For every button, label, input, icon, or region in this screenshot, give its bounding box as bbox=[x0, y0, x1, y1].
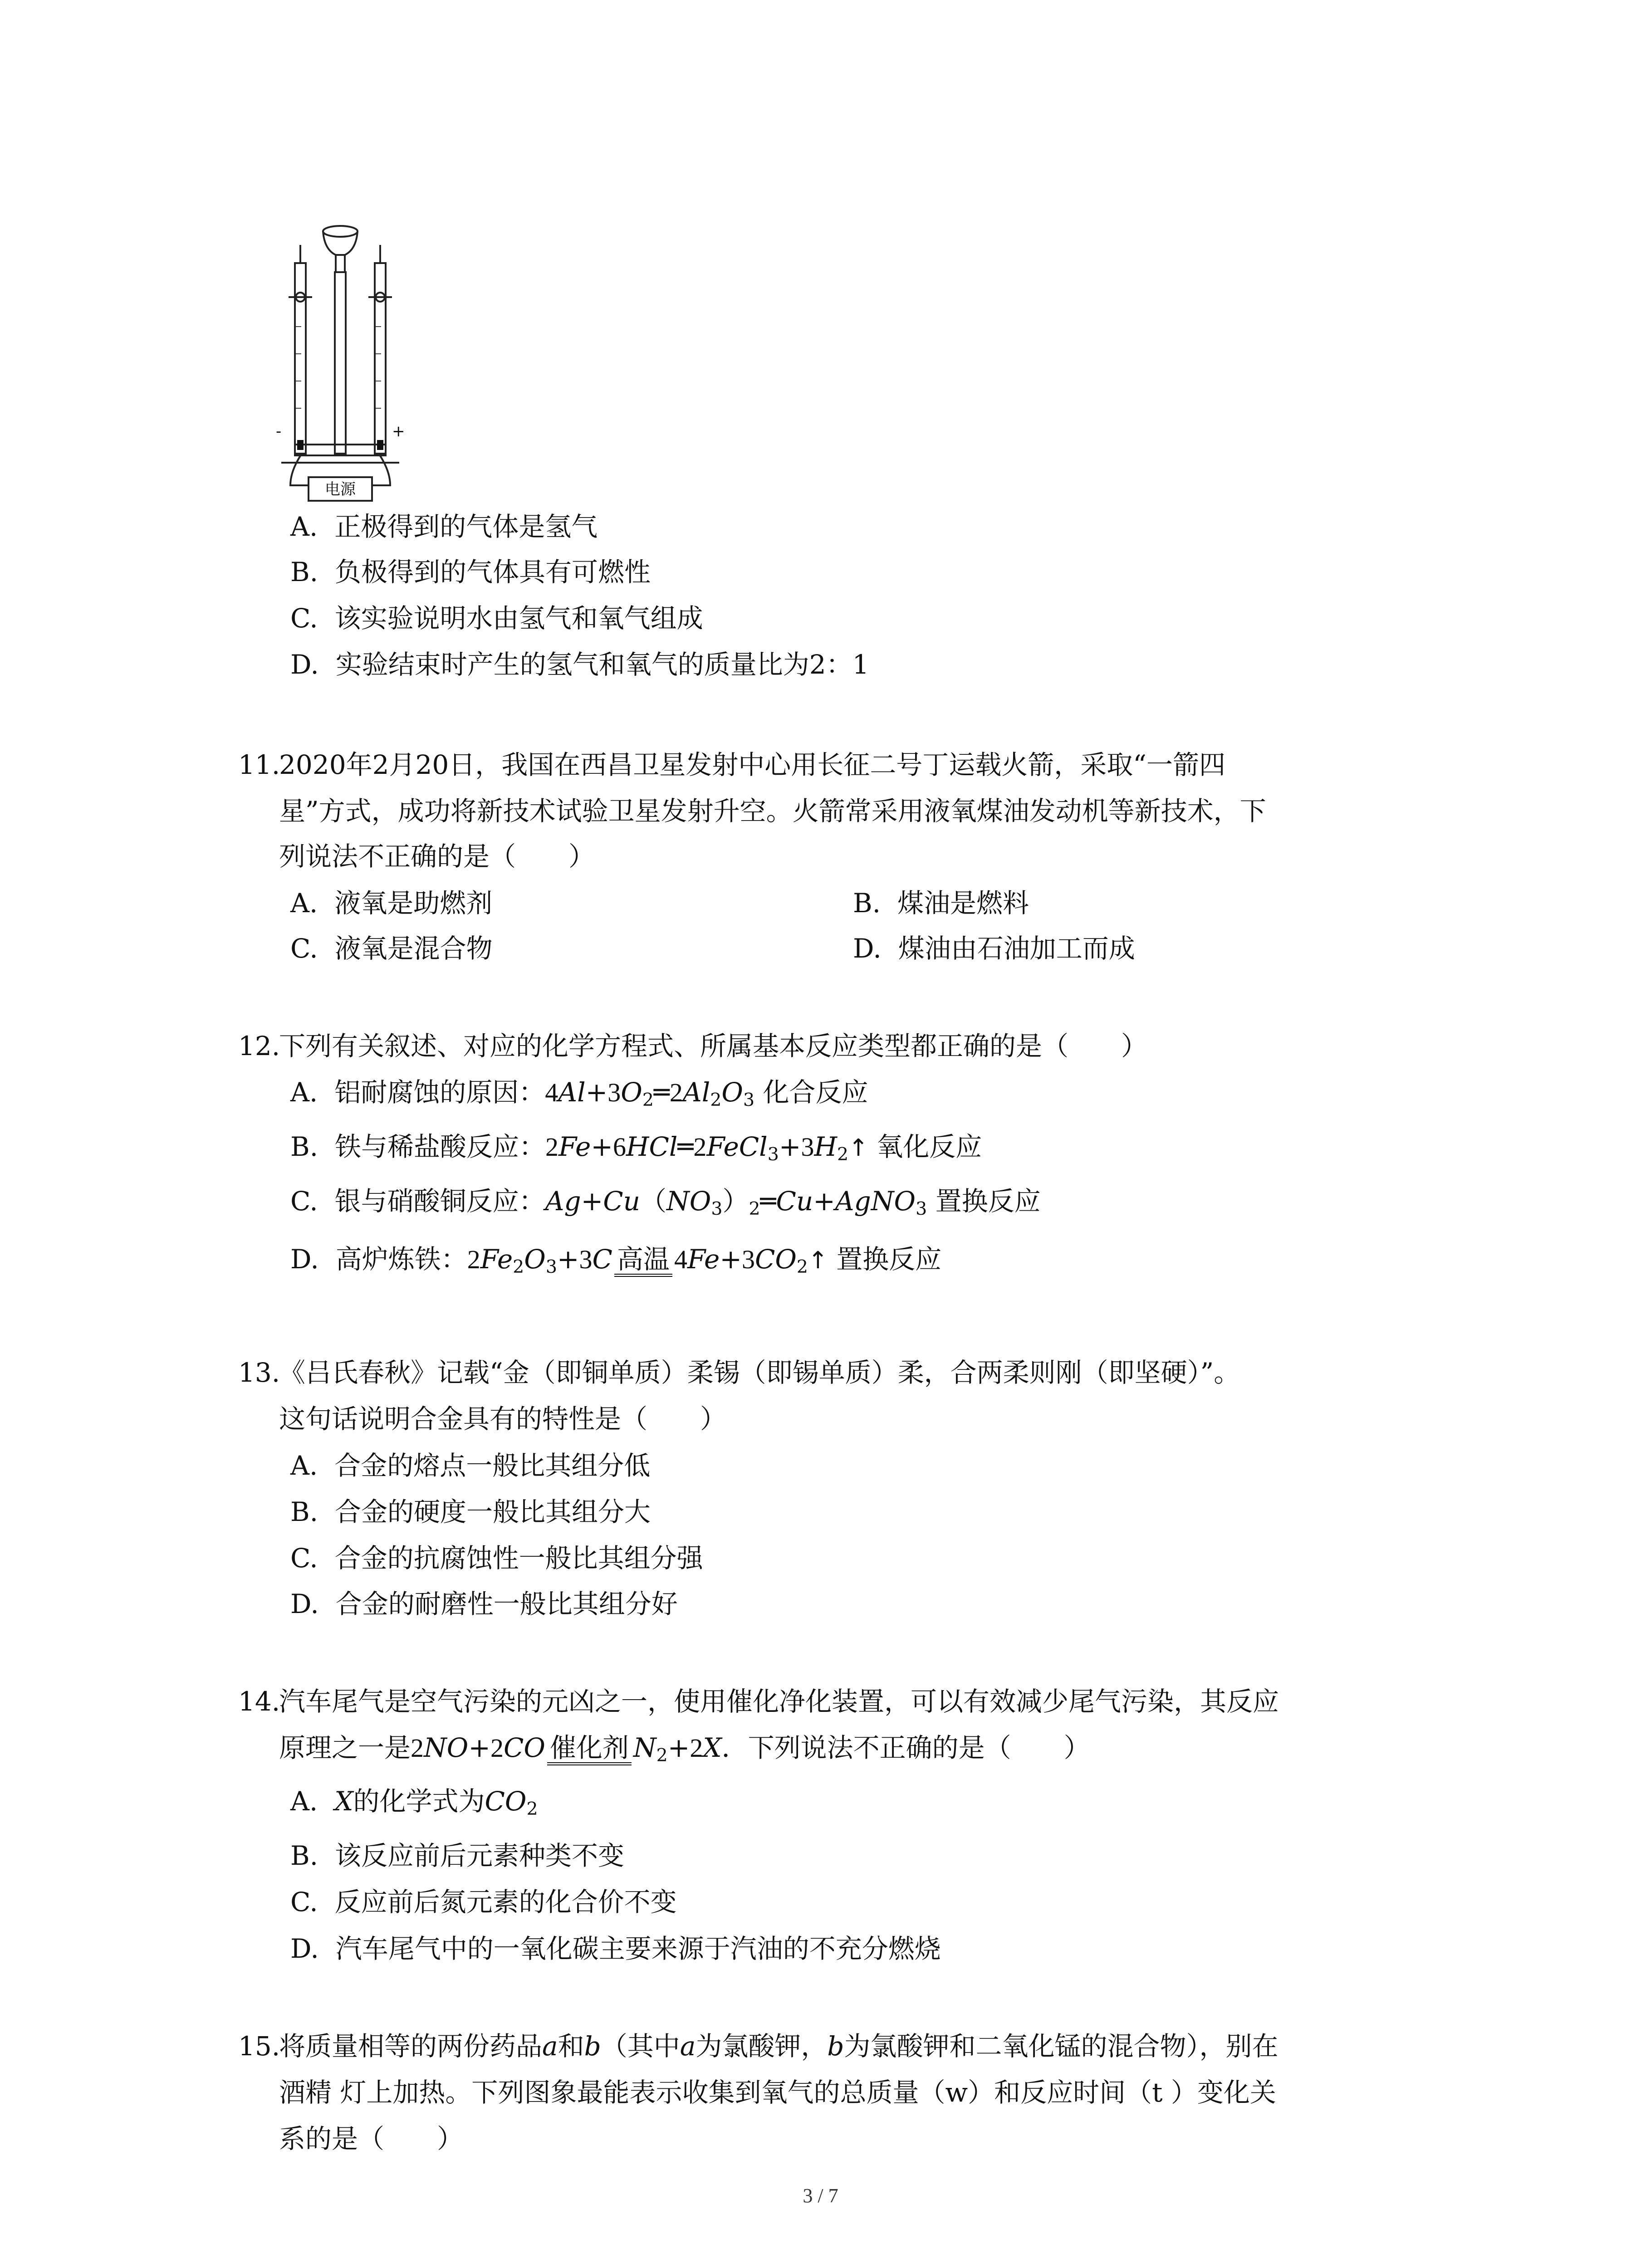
q15-number: 15. bbox=[238, 2031, 280, 2062]
q13-option-c: C. 合金的抗腐蚀性一般比其组分强 bbox=[290, 1543, 703, 1574]
q14-option-a: A. X的化学式为$CO_2$ bbox=[290, 1786, 538, 1819]
q12-option-b: B. 铁与稀盐酸反应：$2Fe+6HCl═2FeCl_3+3H_2↑$ 氧化反应 bbox=[290, 1131, 982, 1165]
q13-option-b: B. 合金的硬度一般比其组分大 bbox=[290, 1496, 651, 1527]
q13-stem-line2: 这句话说明合金具有的特性是（ ） bbox=[279, 1403, 727, 1434]
q13-stem-line1: 《吕氏春秋》记载“金（即铜单质）柔锡（即锡单质）柔，合两柔则刚（即坚硬）”。 bbox=[279, 1357, 1240, 1388]
q11-option-a: A. 液氧是助燃剂 bbox=[290, 888, 493, 919]
positive-sign: + bbox=[392, 422, 405, 440]
q12-stem: 下列有关叙述、对应的化学方程式、所属基本反应类型都正确的是（ ） bbox=[279, 1031, 1148, 1061]
q14-number: 14. bbox=[238, 1686, 280, 1717]
q12-option-a: A. 铝耐腐蚀的原因：$4Al+3O_2═2Al_2O_3$ 化合反应 bbox=[290, 1077, 868, 1110]
q12-option-d: D. 高炉炼铁：$2Fe_2O_3+3C$ 高温 $4Fe+3CO_2↑$ 置换反应 bbox=[290, 1244, 942, 1277]
q15-stem-line2: 酒精 灯上加热。下列图象最能表示收集到氧气的总质量（w）和反应时间（t ）变化关 bbox=[279, 2077, 1276, 2108]
electrolysis-apparatus-illustration bbox=[272, 218, 408, 503]
negative-sign: - bbox=[276, 422, 282, 440]
page-number: 3 / 7 bbox=[803, 2185, 838, 2207]
q11-stem-line2: 星”方式，成功将新技术试验卫星发射升空。火箭常采用液氧煤油发动机等新技术，下 bbox=[279, 796, 1266, 826]
q13-option-a: A. 合金的熔点一般比其组分低 bbox=[290, 1450, 651, 1481]
q14-option-c: C. 反应前后氮元素的化合价不变 bbox=[290, 1887, 677, 1917]
q12-option-c: C. 银与硝酸铜反应：$Ag+Cu(NO_3)_2═Cu+AgNO_3$ 置换反应 bbox=[290, 1186, 1041, 1219]
q13-number: 13. bbox=[238, 1357, 280, 1388]
q11-stem-line1: 2020年2月20日，我国在西昌卫星发射中心用长征二号丁运载火箭，采取“一箭四 bbox=[279, 749, 1225, 780]
q13-option-d: D. 合金的耐磨性一般比其组分好 bbox=[290, 1589, 678, 1619]
q14-reaction-condition: 催化剂 bbox=[547, 1734, 632, 1765]
q10-option-c: C. 该实验说明水由氢气和氧气组成 bbox=[290, 603, 703, 634]
q11-option-b: B. 煤油是燃料 bbox=[853, 888, 1029, 919]
q10-option-b: B. 负极得到的气体具有可燃性 bbox=[290, 557, 651, 587]
q11-option-c: C. 液氧是混合物 bbox=[290, 933, 493, 964]
q15-stem-line1: 将质量相等的两份药品a和b（其中a为氯酸钾，b为氯酸钾和二氧化锰的混合物），别在 bbox=[279, 2031, 1279, 2062]
power-source-label: 电源 bbox=[325, 480, 356, 499]
q12-number: 12. bbox=[238, 1031, 280, 1061]
q14-stem-line1: 汽车尾气是空气污染的元凶之一，使用催化净化装置，可以有效减少尾气污染，其反应 bbox=[279, 1686, 1279, 1717]
q11-number: 11. bbox=[238, 749, 280, 780]
q10-option-d: D. 实验结束时产生的氢气和氧气的质量比为2：1 bbox=[290, 649, 869, 680]
q11-stem-line3: 列说法不正确的是（ ） bbox=[279, 841, 595, 872]
q10-option-a: A. 正极得到的气体是氢气 bbox=[290, 511, 598, 542]
q11-option-d: D. 煤油由石油加工而成 bbox=[853, 933, 1135, 964]
q15-stem-line3: 系的是（ ） bbox=[279, 2123, 464, 2154]
q14-option-b: B. 该反应前后元素种类不变 bbox=[290, 1840, 624, 1871]
q14-stem-line2: 原理之一是2NO+2CO 催化剂 $N_2+2X$．下列说法不正确的是（ ） bbox=[279, 1732, 1090, 1766]
q12-reaction-condition: 高温 bbox=[614, 1246, 672, 1277]
q14-option-d: D. 汽车尾气中的一氧化碳主要来源于汽油的不充分燃烧 bbox=[290, 1933, 941, 1964]
